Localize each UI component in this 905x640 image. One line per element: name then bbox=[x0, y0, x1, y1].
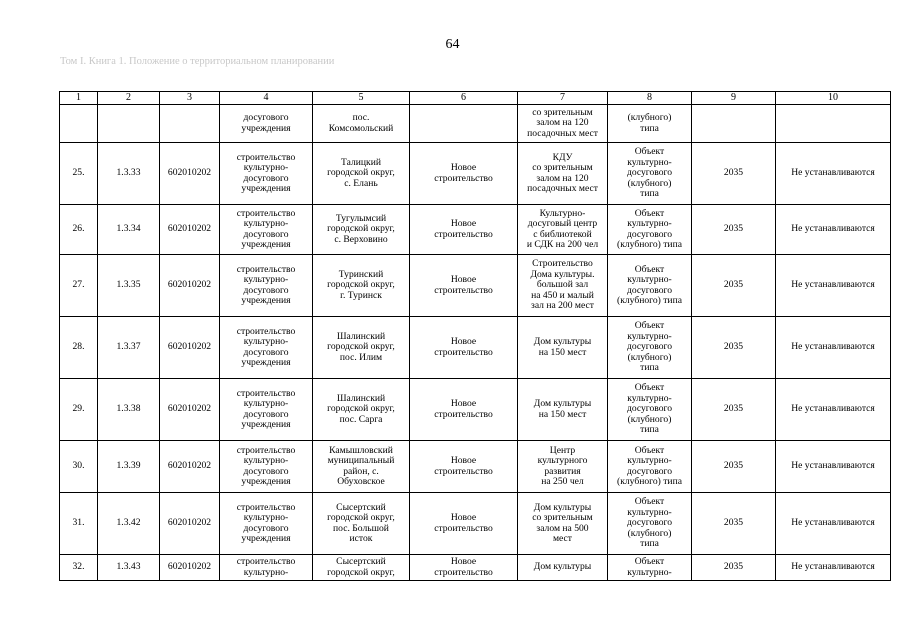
column-header: 2 bbox=[98, 92, 160, 105]
table-row bbox=[60, 379, 891, 441]
description-cell: Дом культуры на 150 мест bbox=[518, 379, 608, 441]
running-header: Том I. Книга 1. Положение о территориальном планировании bbox=[60, 56, 335, 67]
column-header: 7 bbox=[518, 92, 608, 105]
object-cell: Объект культурно- досугового (клубного) типа bbox=[608, 493, 692, 555]
table-row bbox=[60, 317, 891, 379]
okof-cell: 602010202 bbox=[160, 493, 220, 555]
table-row bbox=[60, 555, 891, 581]
object-cell: Объект культурно- досугового (клубного) типа bbox=[608, 255, 692, 317]
column-header: 9 bbox=[692, 92, 776, 105]
purpose-cell: строительство культурно- досугового учреждения bbox=[220, 255, 313, 317]
purpose-cell: строительство культурно- bbox=[220, 555, 313, 581]
column-header: 1 bbox=[60, 92, 98, 105]
code-cell: 1.3.35 bbox=[98, 255, 160, 317]
construction-type-cell: Новое строительство bbox=[410, 379, 518, 441]
location-cell: пос. Комсомольский bbox=[313, 105, 410, 143]
year-cell: 2035 bbox=[692, 441, 776, 493]
zone-cell: Не устанавливаются bbox=[776, 379, 891, 441]
object-cell: Объект культурно- досугового (клубного) типа bbox=[608, 379, 692, 441]
zone-cell: Не устанавливаются bbox=[776, 255, 891, 317]
construction-type-cell: Новое строительство bbox=[410, 317, 518, 379]
location-cell: Шалинский городской округ, пос. Сарга bbox=[313, 379, 410, 441]
description-cell: Строительство Дома культуры. большой зал на 450 и малый зал на 200 мест bbox=[518, 255, 608, 317]
location-cell: Туринский городской округ, г. Туринск bbox=[313, 255, 410, 317]
purpose-cell: строительство культурно- досугового учреждения bbox=[220, 379, 313, 441]
construction-type-cell: Новое строительство bbox=[410, 205, 518, 255]
code-cell: 1.3.33 bbox=[98, 143, 160, 205]
object-cell: Объект культурно- bbox=[608, 555, 692, 581]
location-cell: Камышловский муниципальный район, с. Обуховское bbox=[313, 441, 410, 493]
object-cell: Объект культурно- досугового (клубного) типа bbox=[608, 441, 692, 493]
purpose-cell: строительство культурно- досугового учреждения bbox=[220, 493, 313, 555]
column-header: 3 bbox=[160, 92, 220, 105]
row-number-cell: 29. bbox=[60, 379, 98, 441]
year-cell: 2035 bbox=[692, 555, 776, 581]
okof-cell: 602010202 bbox=[160, 205, 220, 255]
purpose-cell: строительство культурно- досугового учреждения bbox=[220, 205, 313, 255]
row-number-cell: 28. bbox=[60, 317, 98, 379]
description-cell: Дом культуры на 150 мест bbox=[518, 317, 608, 379]
object-cell: Объект культурно- досугового (клубного) типа bbox=[608, 317, 692, 379]
column-header: 6 bbox=[410, 92, 518, 105]
object-cell: Объект культурно- досугового (клубного) типа bbox=[608, 205, 692, 255]
location-cell: Талицкий городской округ, с. Елань bbox=[313, 143, 410, 205]
row-number-cell: 32. bbox=[60, 555, 98, 581]
purpose-cell: строительство культурно- досугового учреждения bbox=[220, 441, 313, 493]
row-number-cell: 27. bbox=[60, 255, 98, 317]
object-cell: (клубного) типа bbox=[608, 105, 692, 143]
code-cell: 1.3.43 bbox=[98, 555, 160, 581]
okof-cell: 602010202 bbox=[160, 317, 220, 379]
zone-cell: Не устанавливаются bbox=[776, 493, 891, 555]
table-row bbox=[60, 143, 891, 205]
page-number: 64 bbox=[445, 37, 460, 52]
zone-cell: Не устанавливаются bbox=[776, 555, 891, 581]
construction-type-cell: Новое строительство bbox=[410, 255, 518, 317]
code-cell: 1.3.39 bbox=[98, 441, 160, 493]
table-cell bbox=[692, 105, 776, 143]
code-cell: 1.3.37 bbox=[98, 317, 160, 379]
construction-type-cell: Новое строительство bbox=[410, 441, 518, 493]
continuation-row bbox=[60, 105, 891, 143]
construction-type-cell: Новое строительство bbox=[410, 143, 518, 205]
location-cell: Сысертский городской округ, bbox=[313, 555, 410, 581]
description-cell: Центр культурного развития на 250 чел bbox=[518, 441, 608, 493]
construction-type-cell: Новое строительство bbox=[410, 493, 518, 555]
header-row bbox=[60, 92, 891, 105]
column-header: 8 bbox=[608, 92, 692, 105]
okof-cell: 602010202 bbox=[160, 379, 220, 441]
location-cell: Шалинский городской округ, пос. Илим bbox=[313, 317, 410, 379]
year-cell: 2035 bbox=[692, 493, 776, 555]
table-cell bbox=[776, 105, 891, 143]
purpose-cell: строительство культурно- досугового учреждения bbox=[220, 143, 313, 205]
year-cell: 2035 bbox=[692, 143, 776, 205]
table-cell bbox=[160, 105, 220, 143]
code-cell: 1.3.34 bbox=[98, 205, 160, 255]
location-cell: Сысертский городской округ, пос. Большой исток bbox=[313, 493, 410, 555]
zone-cell: Не устанавливаются bbox=[776, 317, 891, 379]
code-cell: 1.3.42 bbox=[98, 493, 160, 555]
table-cell bbox=[410, 105, 518, 143]
column-header: 10 bbox=[776, 92, 891, 105]
okof-cell: 602010202 bbox=[160, 441, 220, 493]
table-row bbox=[60, 493, 891, 555]
zone-cell: Не устанавливаются bbox=[776, 143, 891, 205]
column-header: 4 bbox=[220, 92, 313, 105]
description-cell: Дом культуры bbox=[518, 555, 608, 581]
location-cell: Тугулымсий городской округ, с. Верховино bbox=[313, 205, 410, 255]
year-cell: 2035 bbox=[692, 205, 776, 255]
description-cell: со зрительным залом на 120 посадочных мест bbox=[518, 105, 608, 143]
table-row bbox=[60, 441, 891, 493]
column-header: 5 bbox=[313, 92, 410, 105]
okof-cell: 602010202 bbox=[160, 143, 220, 205]
row-number-cell: 25. bbox=[60, 143, 98, 205]
table-cell bbox=[60, 105, 98, 143]
description-cell: КДУ со зрительным залом на 120 посадочных мест bbox=[518, 143, 608, 205]
construction-type-cell: Новое строительство bbox=[410, 555, 518, 581]
code-cell: 1.3.38 bbox=[98, 379, 160, 441]
table-row bbox=[60, 205, 891, 255]
table-cell bbox=[98, 105, 160, 143]
purpose-cell: строительство культурно- досугового учреждения bbox=[220, 317, 313, 379]
data-table bbox=[59, 91, 891, 581]
year-cell: 2035 bbox=[692, 379, 776, 441]
okof-cell: 602010202 bbox=[160, 555, 220, 581]
description-cell: Дом культуры со зрительным залом на 500 мест bbox=[518, 493, 608, 555]
zone-cell: Не устанавливаются bbox=[776, 441, 891, 493]
row-number-cell: 31. bbox=[60, 493, 98, 555]
year-cell: 2035 bbox=[692, 255, 776, 317]
object-cell: Объект культурно- досугового (клубного) типа bbox=[608, 143, 692, 205]
row-number-cell: 26. bbox=[60, 205, 98, 255]
row-number-cell: 30. bbox=[60, 441, 98, 493]
table-row bbox=[60, 255, 891, 317]
description-cell: Культурно- досуговый центр с библиотекой и СДК на 200 чел bbox=[518, 205, 608, 255]
zone-cell: Не устанавливаются bbox=[776, 205, 891, 255]
purpose-cell: досугового учреждения bbox=[220, 105, 313, 143]
okof-cell: 602010202 bbox=[160, 255, 220, 317]
year-cell: 2035 bbox=[692, 317, 776, 379]
